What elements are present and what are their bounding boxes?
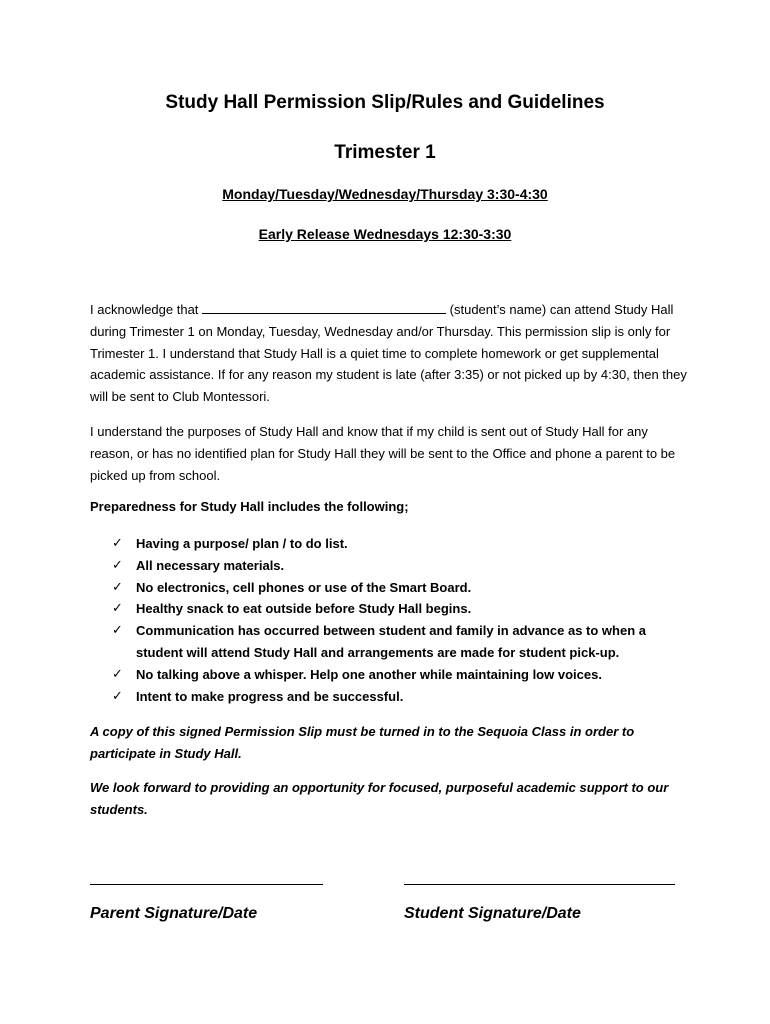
acknowledgement-paragraph	[90, 299, 688, 408]
list-item	[112, 533, 682, 555]
acknowledgement-text-start: I acknowledge that	[90, 302, 203, 317]
purpose-paragraph: I understand the purposes of Study Hall and know that if my child is sent out of Study Hall for any reason, or has no identified plan for Study Hall they will be sent to the Office and phone a parent to be picked up from school.	[90, 424, 676, 483]
schedule-early-release: Early Release Wednesdays 12:30-3:30	[258, 226, 512, 242]
list-item-text: No talking above a whisper. Help one another while maintaining low voices.	[136, 666, 602, 682]
parent-signature-label: Parent Signature/Date	[90, 905, 258, 922]
document-title: Study Hall Permission Slip/Rules and Guidelines	[165, 92, 605, 113]
preparedness-heading: Preparedness for Study Hall includes the following;	[90, 499, 409, 514]
checkmark-icon: ✓	[112, 557, 123, 573]
list-item	[112, 686, 682, 708]
schedule-regular: Monday/Tuesday/Wednesday/Thursday 3:30-4:30	[222, 186, 548, 202]
student-name-blank-line[interactable]	[202, 301, 446, 314]
list-item-text: Intent to make progress and be successful.	[136, 688, 404, 704]
list-item-text: Having a purpose/ plan / to do list.	[136, 536, 348, 551]
list-item-text: Communication has occurred between student and family in advance as to when a student will attend Study Hall and arrangements are made for student pick-up.	[136, 623, 647, 660]
list-item	[112, 598, 682, 620]
list-item	[112, 620, 682, 664]
closing-note: We look forward to providing an opportunity for focused, purposeful academic support to our students.	[90, 780, 669, 817]
student-signature-label: Student Signature/Date	[404, 905, 581, 922]
list-item	[112, 555, 682, 577]
checkmark-icon: ✓	[112, 666, 123, 682]
list-item	[112, 664, 682, 686]
preparedness-checklist	[112, 533, 682, 707]
checkmark-icon: ✓	[112, 579, 123, 595]
parent-signature-line[interactable]	[90, 884, 323, 885]
list-item-text: No electronics, cell phones or use of the Smart Board.	[136, 579, 472, 595]
checkmark-icon: ✓	[112, 623, 123, 639]
copy-requirement-note: A copy of this signed Permission Slip must be turned in to the Sequoia Class in order to participate in Study Hall.	[90, 724, 635, 761]
document-subtitle: Trimester 1	[334, 142, 436, 163]
list-item-text: All necessary materials.	[136, 557, 285, 573]
list-item-text: Healthy snack to eat outside before Study Hall begins.	[136, 601, 472, 617]
acknowledgement-text-end: (student’s name) can attend Study Hall during Trimester 1 on Monday, Tuesday, Wednesday and/or Thursday. This permission slip is only for Trimester 1. I understand that Study Hall is a quiet time to complete homework or get supplemental academic assistance. If for any reason my student is late (after 3:35) or not picked up by 4:30, then they will be sent to Club Montessori.	[90, 302, 687, 405]
list-item	[112, 577, 682, 599]
student-signature-line[interactable]	[404, 884, 675, 885]
checkmark-icon: ✓	[112, 536, 123, 551]
checkmark-icon: ✓	[112, 688, 123, 704]
checkmark-icon: ✓	[112, 601, 123, 617]
